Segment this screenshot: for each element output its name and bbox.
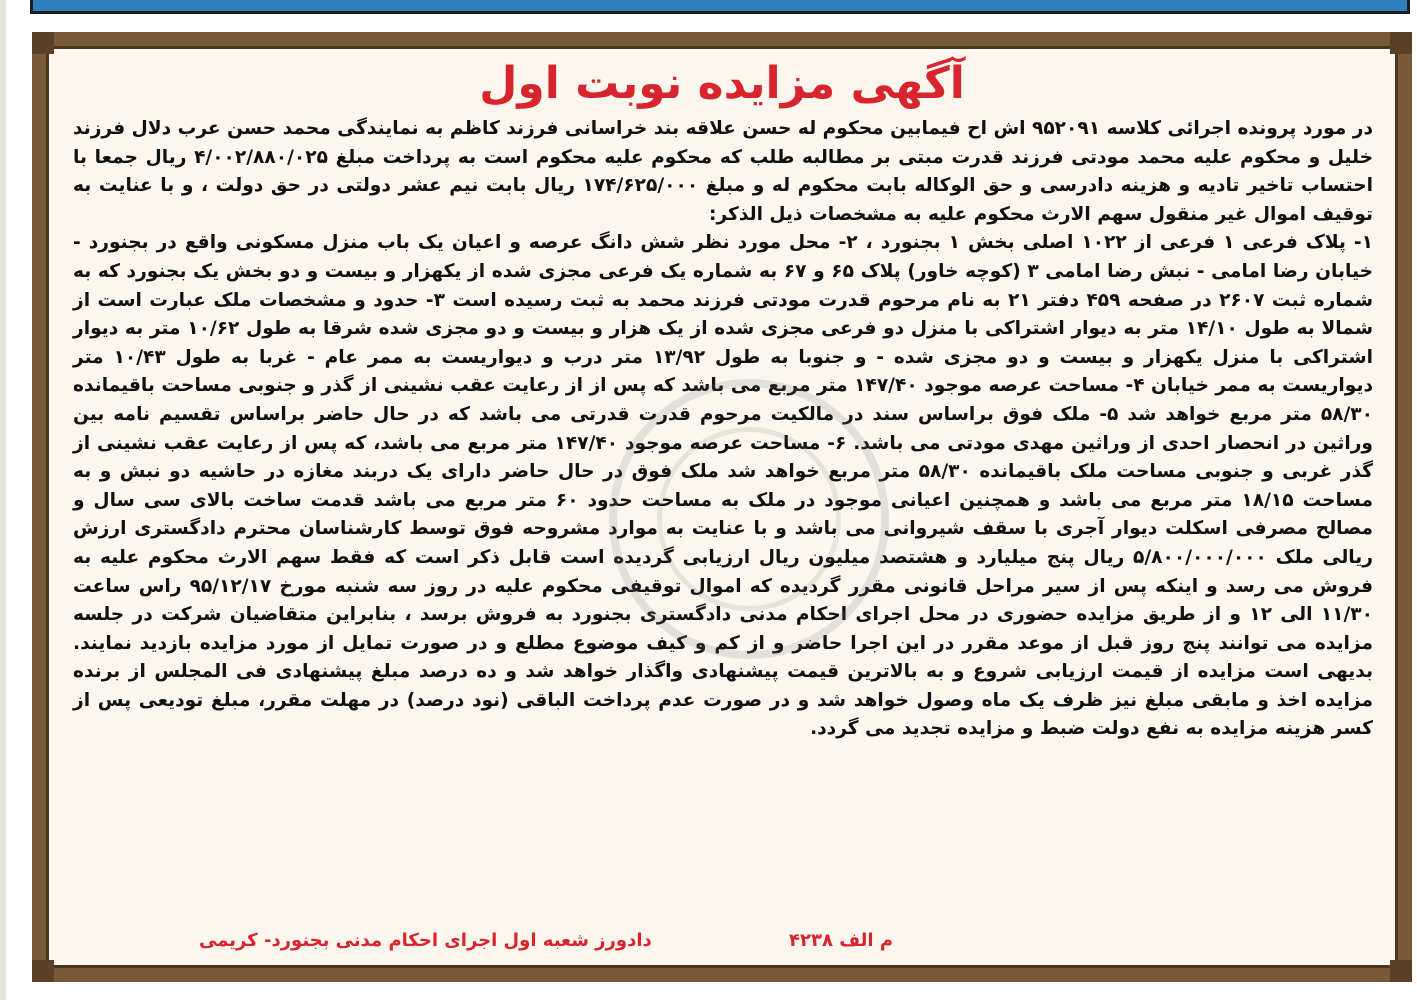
signature: دادورز شعبه اول اجرای احکام مدنی بجنورد- کریمی (199, 930, 652, 951)
previous-notice-strip (30, 0, 1410, 14)
intro-paragraph: در مورد پرونده اجرائی کلاسه ۹۵۲۰۹۱ اش اح فیمابین محکوم له حسن علاقه بند خراسانی فرزند کاظم به نمایندگی محمد حسن عرب دلال فرزند خلیل و محکوم علیه محمد مودتی فرزند قدرت مبتی بر مطالبه طلب که محکوم علیه محکوم است به پرداخت مبلغ ۴/۰۰۲/۸۸۰/۰۲۵ ریال جمعا با احتساب تاخیر تادیه و هزینه دادرسی و حق الوکاله بابت محکوم له و مبلغ ۱۷۴/۶۲۵/۰۰۰ ریال بابت نیم عشر دولتی در حق دولت ، و با عنایت به توقیف اموال غیر منقول سهم الارث محکوم علیه به مشخصات ذیل الذکر: (73, 118, 1374, 225)
notice-frame (32, 32, 1412, 982)
frame-corner-ornament (32, 960, 54, 982)
frame-corner-ornament (32, 32, 54, 54)
frame-corner-ornament (1390, 32, 1412, 54)
frame-corner-ornament (1390, 960, 1412, 982)
notice-title: آگهی مزایده نوبت اول (479, 58, 965, 109)
reference-number: م الف ۴۲۳۸ (789, 930, 894, 951)
page-edge (0, 0, 6, 1000)
details-paragraph: ۱- پلاک فرعی ۱ فرعی از ۱۰۲۲ اصلی بخش ۱ بجنورد ، ۲- محل مورد نظر شش دانگ عرصه و اعیان یک باب منزل مسکونی واقع در بجنورد - خیابان رضا امامی - نبش رضا امامی ۳ (کوچه خاور) پلاک ۶۵ و ۶۷ به شماره یک فرعی مجزی شده از یکهزار و بیست و دو بخش یک بجنورد که به شماره ثبت ۲۶۰۷ در صفحه ۴۵۹ دفتر ۲۱ به نام مرحوم قدرت مودتی فرزند محمد به ثبت رسیده است ۳- حدود و مشخصات ملک عبارت است از شمالا به طول ۱۴/۱۰ متر به دیوار اشتراکی با منزل دو فرعی مجزی شده از یک هزار و بیست و دو مجزی شده شرقا به طول ۱۰/۶۲ متر به دیوار اشتراکی با منزل یکهزار و بیست و دو مجزی شده - و جنوبا به طول ۱۳/۹۲ متر درب و دیواریست به ممر عام - غربا به طول ۱۰/۴۳ متر دیواریست به ممر خیابان ۴- مساحت عرصه موجود ۱۴۷/۴۰ متر مربع می باشد که پس از از رعایت عقب نشینی از گذر و جنوبی مساحت باقیمانده ۵۸/۳۰ متر مربع خواهد شد ۵- ملک فوق براساس سند در مالکیت مرحوم قدرت قدرتی می باشد که در حال حاضر براساس تقسیم نامه بین وراثین در انحصار احدی از وراثین مهدی مودتی می باشد. ۶- مساحت عرصه موجود ۱۴۷/۴۰ متر مربع می باشد، که پس از رعایت عقب نشینی از گذر غربی و جنوبی مساحت ملک باقیمانده ۵۸/۳۰ متر مربع خواهد شد ملک فوق در حال حاضر دارای یک دربند مغازه در حاشیه دو نبش و به مساحت ۱۸/۱۵ متر مربع می باشد و همچنین اعیانی موجود در ملک به مساحت حدود ۶۰ متر مربع می باشد قدمت ساخت بالای سی سال و مصالح مصرفی اسکلت دیوار آجری با سقف شیروانی می باشد و با عنایت به موارد مشروحه فوق توسط کارشناسان محترم دادگستری ارزش ریالی ملک ۵/۸۰۰/۰۰۰/۰۰۰ ریال پنج میلیارد و هشتصد میلیون ریال ارزیابی گردیده است قابل ذکر است که فقط سهم الارث محکوم علیه به فروش می رسد و اینکه پس از سیر مراحل قانونی مقرر گردیده که اموال توقیفی محکوم علیه در روز سه شنبه مورخ ۹۵/۱۲/۱۷ راس ساعت ۱۱/۳۰ الی ۱۲ و از طریق مزایده حضوری در محل اجرای احکام مدنی دادگستری بجنورد به فروش برسد ، بنابراین متقاضیان شرکت در جلسه مزایده می توانند پنج روز قبل از موعد مقرر در این اجرا حاضر و از کم و کیف موضوع مطلع و در صورت تمایل از مورد مزایده بازدید نمایند. بدیهی است مزایده از قیمت ارزیابی شروع و به بالاترین قیمت پیشنهادی واگذار خواهد شد و ده درصد مبلغ پیشنهادی فی المجلس از برنده مزایده اخذ و مابقی مبلغ نیز ظرف یک ماه وصول خواهد شد و در صورت عدم پرداخت الباقی (نود درصد) در مهلت مقرر، مبلغ تودیعی پس از کسر هزینه مزایده به نفع دولت ضبط و مزایده تجدید می گردد. (73, 232, 1374, 740)
notice-text (49, 115, 1395, 744)
notice-body (46, 46, 1398, 968)
